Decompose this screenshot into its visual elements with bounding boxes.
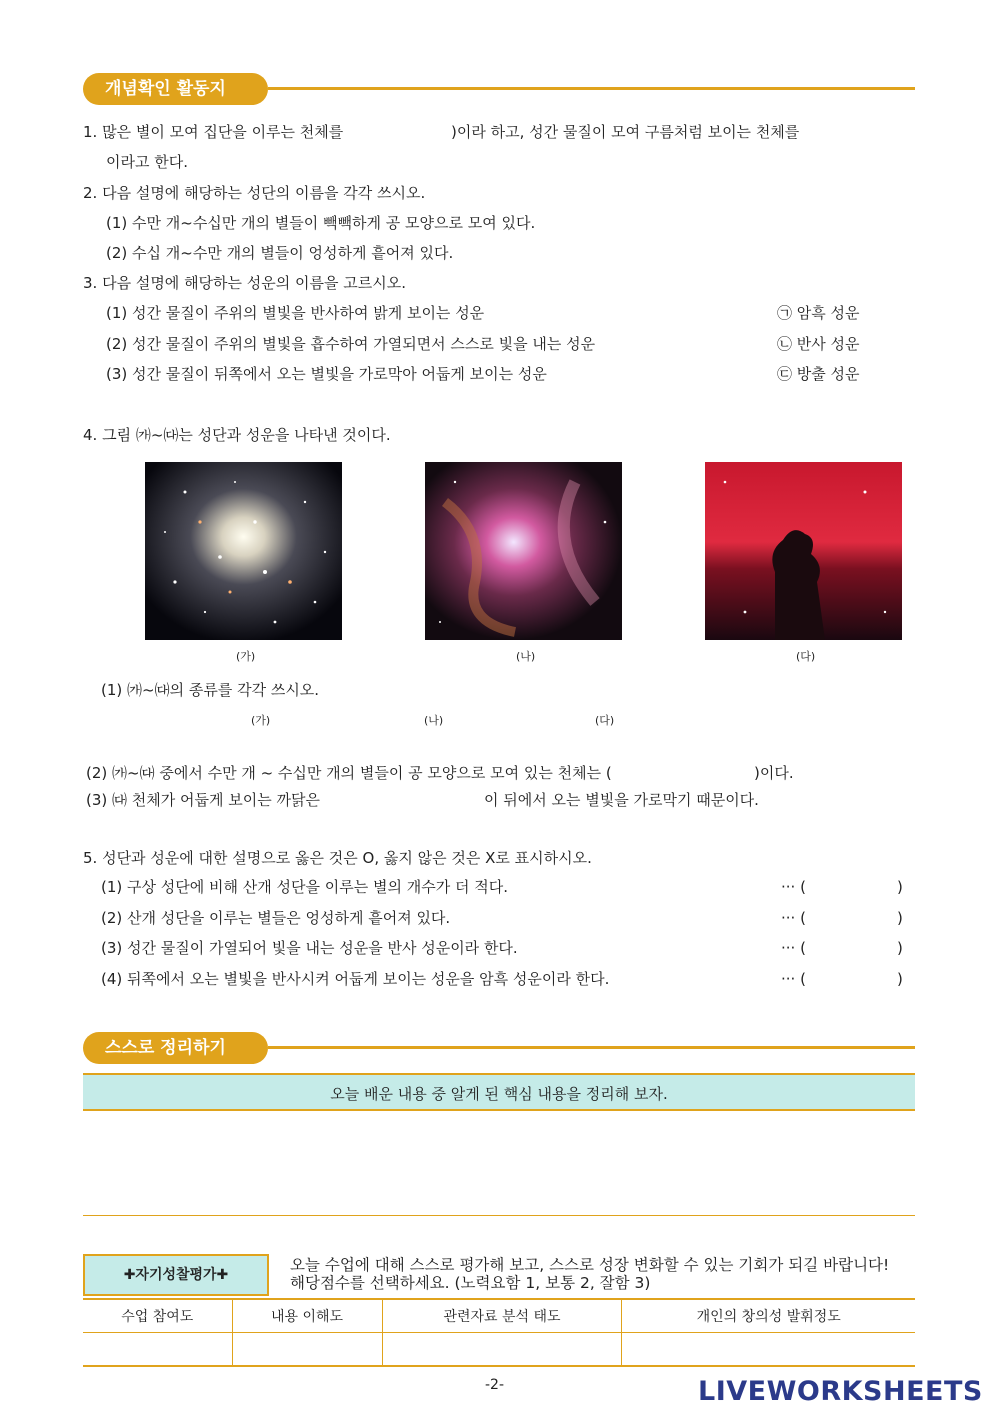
q1-line2: 이라고 한다. (106, 153, 188, 171)
page-number: -2- (485, 1377, 505, 1393)
q2-stem: 2. 다음 설명에 해당하는 성단의 이름을 각각 쓰시오. (83, 184, 426, 202)
q3-option: ㉡ 반사 성운 (777, 335, 860, 353)
writing-line (83, 1215, 915, 1216)
answer-label: (다) (595, 714, 615, 727)
image-label: (가) (236, 650, 256, 663)
globular-cluster-image (145, 462, 342, 640)
q4-sub3-b: 이 뒤에서 오는 별빛을 가로막기 때문이다. (484, 791, 759, 809)
horsehead-nebula-image (705, 462, 902, 640)
liveworksheets-logo: LIVEWORKSHEETS (698, 1376, 983, 1407)
q5-blank-open: ··· ( (781, 878, 806, 896)
q2-item: (1) 수만 개~수십만 개의 별들이 빽빽하게 공 모양으로 모여 있다. (106, 214, 536, 232)
q5-item: (2) 산개 성단을 이루는 별들은 엉성하게 흩어져 있다. (101, 909, 451, 927)
answer-label: (가) (251, 714, 271, 727)
q5-blank-close: ) (897, 909, 903, 927)
section-title-summary: 스스로 정리하기 (83, 1032, 268, 1064)
q5-item: (3) 성간 물질이 가열되어 빛을 내는 성운을 반사 성운이라 한다. (101, 939, 518, 957)
section-divider (268, 87, 915, 90)
q5-blank-close: ) (897, 878, 903, 896)
q5-blank-close: ) (897, 970, 903, 988)
score-cell[interactable] (83, 1333, 232, 1367)
orion-nebula-image (425, 462, 622, 640)
q4-sub2-b: )이다. (754, 764, 794, 782)
evaluation-table (83, 1298, 915, 1367)
table-header-cell: 내용 이해도 (232, 1299, 382, 1333)
table-row (83, 1299, 915, 1333)
q4-sub2-a: (2) ㈎~㈐ 중에서 수만 개 ~ 수십만 개의 별들이 공 모양으로 모여 있는 천체는 ( (86, 764, 612, 782)
score-cell[interactable] (382, 1333, 622, 1367)
q3-item: (3) 성간 물질이 뒤쪽에서 오는 별빛을 가로막아 어둡게 보이는 성운 (106, 365, 547, 383)
score-cell[interactable] (622, 1333, 915, 1367)
score-cell[interactable] (232, 1333, 382, 1367)
table-row (83, 1333, 915, 1367)
section-title-concept: 개념확인 활동지 (83, 73, 268, 105)
q3-item: (2) 성간 물질이 주위의 별빛을 흡수하여 가열되면서 스스로 빛을 내는 성운 (106, 335, 596, 353)
q3-stem: 3. 다음 설명에 해당하는 성운의 이름을 고르시오. (83, 274, 406, 292)
table-header-cell: 수업 참여도 (83, 1299, 232, 1333)
reflection-scale: 해당점수를 선택하세요. (노력요함 1, 보통 2, 잘함 3) (290, 1274, 651, 1292)
q4-sub1: (1) ㈎~㈐의 종류를 각각 쓰시오. (101, 681, 320, 699)
section-divider (268, 1046, 915, 1049)
q5-blank-open: ··· ( (781, 939, 806, 957)
q4-stem: 4. 그림 ㈎~㈐는 성단과 성운을 나타낸 것이다. (83, 426, 391, 444)
q3-option: ㉠ 암흑 성운 (777, 304, 860, 322)
q5-item: (4) 뒤쪽에서 오는 별빛을 반사시켜 어둡게 보이는 성운을 암흑 성운이라 한다. (101, 970, 610, 988)
reflection-instruction: 오늘 수업에 대해 스스로 평가해 보고, 스스로 성장 변화할 수 있는 기회가 되길 바랍니다! (290, 1256, 890, 1274)
table-header-cell: 관련자료 분석 태도 (382, 1299, 622, 1333)
self-reflection-label: ✚자기성찰평가✚ (83, 1254, 269, 1296)
q1-line1-b: )이라 하고, 성간 물질이 모여 구름처럼 보이는 천체를 (451, 123, 800, 141)
q3-option: ㉢ 방출 성운 (777, 365, 860, 383)
q5-blank-open: ··· ( (781, 970, 806, 988)
q4-sub3-a: (3) ㈐ 천체가 어둡게 보이는 까닭은 (86, 791, 320, 809)
q5-blank-close: ) (897, 939, 903, 957)
image-label: (다) (796, 650, 816, 663)
q2-item: (2) 수십 개~수만 개의 별들이 엉성하게 흩어져 있다. (106, 244, 454, 262)
summary-prompt: 오늘 배운 내용 중 알게 된 핵심 내용을 정리해 보자. (83, 1073, 915, 1111)
q5-item: (1) 구상 성단에 비해 산개 성단을 이루는 별의 개수가 더 적다. (101, 878, 508, 896)
q5-blank-open: ··· ( (781, 909, 806, 927)
answer-label: (나) (424, 714, 444, 727)
q5-stem: 5. 성단과 성운에 대한 설명으로 옳은 것은 O, 옳지 않은 것은 X로 표시하시오. (83, 849, 592, 867)
table-header-cell: 개인의 창의성 발휘정도 (622, 1299, 915, 1333)
q3-item: (1) 성간 물질이 주위의 별빛을 반사하여 밝게 보이는 성운 (106, 304, 485, 322)
q1-line1-a: 1. 많은 별이 모여 집단을 이루는 천체를 (83, 123, 344, 141)
image-label: (나) (516, 650, 536, 663)
